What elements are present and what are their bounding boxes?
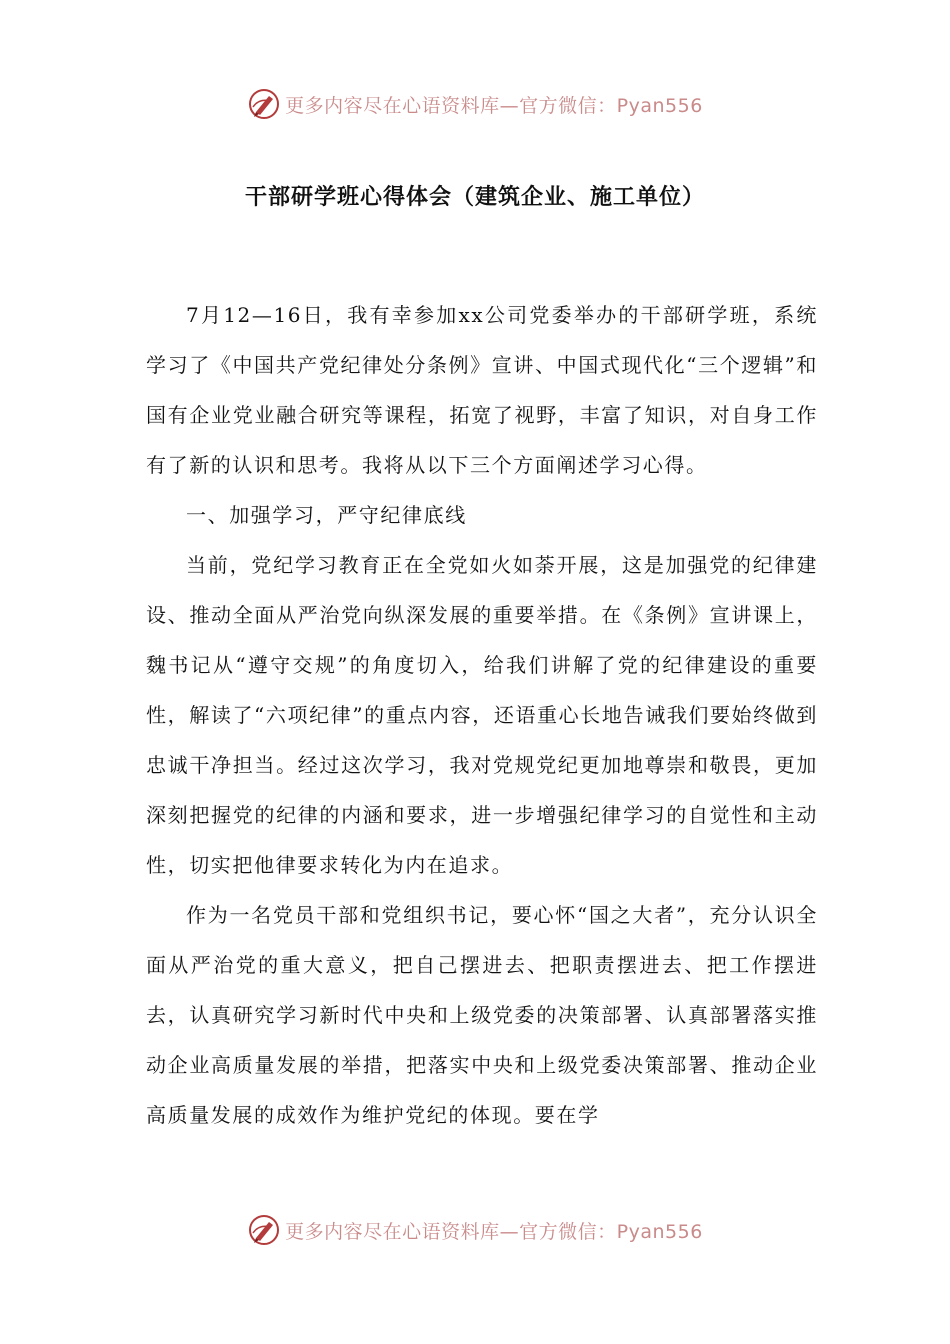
document-body <box>146 290 818 1140</box>
watermark-text: 更多内容尽在心语资料库—官方微信：Pyan556 <box>285 1220 703 1243</box>
section-heading-1: 一、加强学习，严守纪律底线 <box>186 503 467 527</box>
footer-watermark-banner <box>0 1210 950 1250</box>
document-title: 干部研学班心得体会（建筑企业、施工单位） <box>244 185 705 210</box>
watermark-text: 更多内容尽在心语资料库—官方微信：Pyan556 <box>285 94 703 117</box>
paragraph-discipline: 当前，党纪学习教育正在全党如火如荼开展，这是加强党的纪律建设、推动全面从严治党向纵深发展的重要举措。在《条例》宣讲课上，魏书记从“遵守交规”的角度切入，给我们讲解了党的纪律建设的重要性，解读了“六项纪律”的重点内容，还语重心长地告诫我们要始终做到忠诚干净担当。经过这次学习，我对党规党纪更加地尊崇和敬畏，更加深刻把握党的纪律的内涵和要求，进一步增强纪律学习的自觉性和主动性，切实把他律要求转化为内在追求。 <box>146 553 818 877</box>
paragraph-responsibility: 作为一名党员干部和党组织书记，要心怀“国之大者”，充分认识全面从严治党的重大意义，把自己摆进去、把职责摆进去、把工作摆进去，认真研究学习新时代中央和上级党委的决策部署、认真部署落实推动企业高质量发展的举措，把落实中央和上级党委决策部署、推动企业高质量发展的成效作为维护党纪的体现。要在学 <box>146 903 818 1127</box>
pen-logo-icon <box>247 87 281 121</box>
header-watermark-banner <box>0 84 950 124</box>
pen-logo-icon <box>247 1213 281 1247</box>
paragraph-intro: 7月12—16日，我有幸参加xx公司党委举办的干部研学班，系统学习了《中国共产党纪律处分条例》宣讲、中国式现代化“三个逻辑”和国有企业党业融合研究等课程，拓宽了视野，丰富了知识，对自身工作有了新的认识和思考。我将从以下三个方面阐述学习心得。 <box>146 303 818 477</box>
